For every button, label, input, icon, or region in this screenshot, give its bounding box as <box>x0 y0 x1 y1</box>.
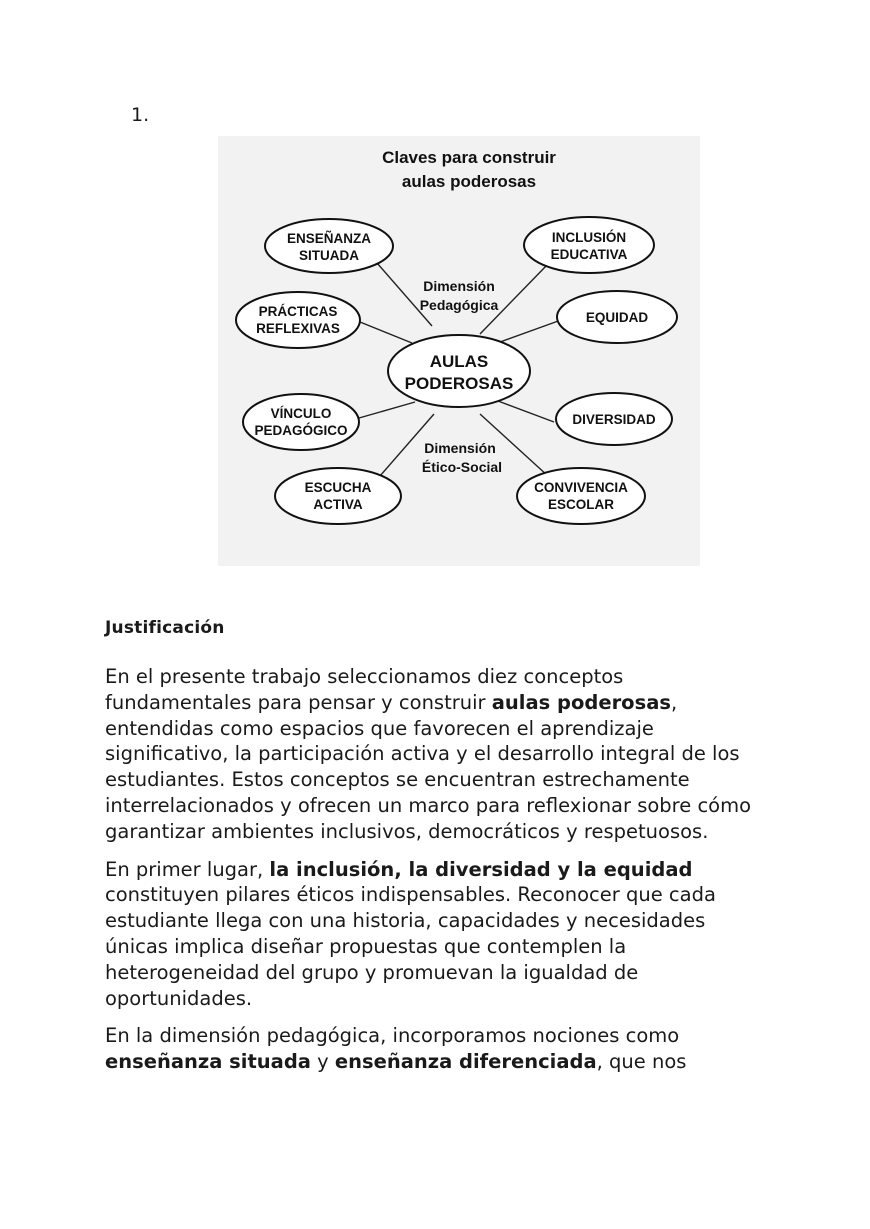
line-diversidad <box>498 401 554 422</box>
section-title: Justificación <box>105 618 225 638</box>
center-label-line1: AULAS <box>429 352 489 371</box>
p3-bold-1: enseñanza situada <box>105 1050 311 1074</box>
line-practicas <box>355 320 412 343</box>
dimension-pedagogica-line2: Pedagógica <box>419 297 499 313</box>
node-label: ENSEÑANZA <box>286 231 372 246</box>
p3-text-e: , que nos <box>596 1050 687 1074</box>
node-label: EQUIDAD <box>585 310 649 325</box>
node-label: DIVERSIDAD <box>572 412 656 427</box>
diagram-title-line2: aulas poderosas <box>401 172 537 191</box>
node-label: ACTIVA <box>313 497 363 512</box>
node-vinculo-pedagogico <box>243 394 359 450</box>
node-diversidad <box>556 393 672 445</box>
line-equidad <box>500 320 561 342</box>
node-convivencia-escolar <box>517 468 645 524</box>
line-ensenanza <box>377 263 432 326</box>
concept-map-figure <box>218 136 700 566</box>
p2-text-a: En primer lugar, <box>105 857 270 881</box>
node-label: PRÁCTICAS <box>258 304 338 319</box>
node-label: VÍNCULO <box>270 406 332 421</box>
node-label: ESCUCHA <box>304 480 372 495</box>
p2-bold: la inclusión, la diversidad y la equidad <box>269 857 693 881</box>
node-practicas-reflexivas <box>236 292 360 348</box>
paragraph-3 <box>105 1023 770 1075</box>
p1-bold: aulas poderosas <box>491 690 671 714</box>
p1-text-a: En el presente trabajo seleccionamos diez conceptos fundamentales para pensar y construir <box>105 665 624 714</box>
node-label: SITUADA <box>299 248 359 263</box>
paragraph-2 <box>105 857 770 1012</box>
node-equidad <box>557 291 677 343</box>
node-escucha-activa <box>275 468 401 524</box>
body-text <box>105 664 770 1087</box>
dimension-etico-line2: Ético-Social <box>421 459 503 475</box>
center-ellipse <box>388 335 530 407</box>
p3-text-c: y <box>310 1050 335 1074</box>
node-label: REFLEXIVAS <box>256 321 340 336</box>
node-inclusion-educativa <box>524 217 654 273</box>
node-label: CONVIVENCIA <box>534 480 628 495</box>
concept-map-diagram <box>218 136 700 566</box>
node-label: ESCOLAR <box>547 497 615 512</box>
diagram-title-line1: Claves para construir <box>382 148 556 167</box>
node-label: INCLUSIÓN <box>551 230 627 245</box>
p2-text-c: constituyen pilares éticos indispensables. Reconocer que cada estudiante llega con una historia, capacidades y necesidades únicas implica diseñar propuestas que contemplen la heterogeneidad del grupo y promuevan la igualdad de oportunidades. <box>105 883 716 1010</box>
node-ensenanza-situada <box>265 219 393 273</box>
node-label: EDUCATIVA <box>550 247 628 262</box>
center-label-line2: PODEROSAS <box>404 374 514 393</box>
p3-text-a: En la dimensión pedagógica, incorporamos nociones como <box>105 1024 680 1048</box>
list-number: 1. <box>131 104 150 126</box>
p3-bold-2: enseñanza diferenciada <box>334 1050 597 1074</box>
dimension-pedagogica-line1: Dimensión <box>423 278 495 294</box>
dimension-etico-line1: Dimensión <box>424 440 496 456</box>
p1-text-c: , entendidas como espacios que favorecen el aprendizaje significativo, la participación activa y el desarrollo integral de los estudiantes. Estos conceptos se encuentran estrechamente interrelacionados y ofrecen un marco para reflexionar sobre cómo garantizar ambientes inclusivos, democráticos y respetuosos. <box>105 690 752 843</box>
node-label: PEDAGÓGICO <box>254 423 348 438</box>
paragraph-1 <box>105 664 770 845</box>
